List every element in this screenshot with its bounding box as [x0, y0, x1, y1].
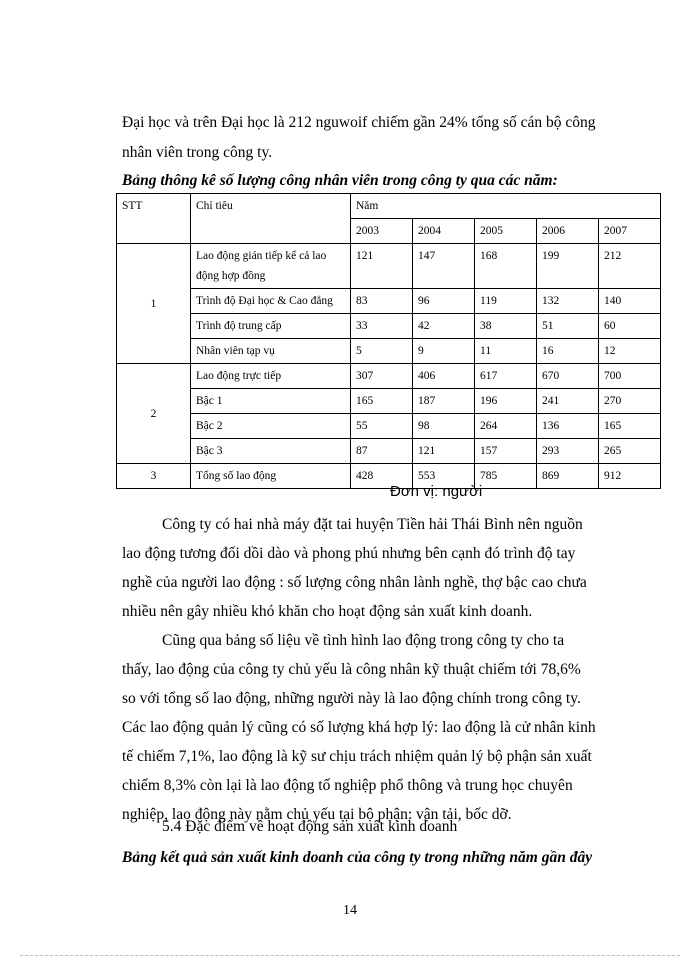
year-cell: 2003 [351, 219, 413, 244]
section-heading: 5.4 Đặc điểm về hoạt động sản xuất kinh doanh [162, 818, 458, 835]
indicator-cell: Trình độ Đại học & Cao đẳng [191, 289, 351, 314]
table-row [117, 339, 661, 364]
year-cell: 2005 [475, 219, 537, 244]
value-cell: 270 [599, 389, 661, 414]
value-cell: 553 [413, 464, 475, 489]
value-cell: 9 [413, 339, 475, 364]
value-cell: 670 [537, 364, 599, 389]
table-row [117, 389, 661, 414]
value-cell: 187 [413, 389, 475, 414]
employee-statistics-table [116, 193, 661, 489]
value-cell: 33 [351, 314, 413, 339]
indicator-cell: Trình độ trung cấp [191, 314, 351, 339]
value-cell: 98 [413, 414, 475, 439]
intro-line: nhân viên trong công ty. [122, 144, 273, 161]
paragraph-line: Công ty có hai nhà máy đặt tai huyện Tiền hải Thái Bình nên nguồn [162, 516, 583, 533]
value-cell: 55 [351, 414, 413, 439]
table-row [117, 289, 661, 314]
table-caption: Bảng thông kê số lượng công nhân viên trong công ty qua các năm: [122, 172, 558, 189]
table-row [117, 464, 661, 489]
value-cell: 38 [475, 314, 537, 339]
value-cell: 119 [475, 289, 537, 314]
year-cell: 2004 [413, 219, 475, 244]
header-indicator: Chỉ tiêu [191, 194, 351, 244]
value-cell: 293 [537, 439, 599, 464]
value-cell: 11 [475, 339, 537, 364]
value-cell: 96 [413, 289, 475, 314]
stt-cell: 1 [117, 244, 191, 364]
paragraph-line: tế chiếm 7,1%, lao động là kỹ sư chịu trách nhiệm quản lý bộ phận sản xuất [122, 748, 592, 765]
year-cell: 2006 [537, 219, 599, 244]
indicator-cell: Tổng số lao động [191, 464, 351, 489]
paragraph-line: lao động tương đối dồi dào và phong phú nhưng bên cạnh đó trình độ tay [122, 545, 576, 562]
stt-cell: 2 [117, 364, 191, 464]
table-row [117, 414, 661, 439]
indicator-cell: Bậc 2 [191, 414, 351, 439]
indicator-cell: Lao động gián tiếp kể cả lao động hợp đồng [191, 244, 351, 289]
table-row [117, 314, 661, 339]
intro-line: Đại học và trên Đại học là 212 nguwoif chiếm gần 24% tổng số cán bộ công [122, 114, 596, 131]
value-cell: 121 [413, 439, 475, 464]
table-header-row [117, 194, 661, 219]
value-cell: 165 [599, 414, 661, 439]
paragraph-line: thấy, lao động của công ty chủ yếu là công nhân kỹ thuật chiếm tới 78,6% [122, 661, 581, 678]
paragraph-line: so với tổng số lao động, những người này là lao động chính trong công ty. [122, 690, 581, 707]
value-cell: 168 [475, 244, 537, 289]
page-bottom-divider [20, 955, 680, 956]
paragraph-line: chiếm 8,3% còn lại là lao động tố nghiệp phổ thông và trung học chuyên [122, 777, 573, 794]
paragraph-line: nghiệp, lao động này nằm chủ yếu tại bộ phận: vận tải, bốc dỡ. [122, 806, 512, 823]
value-cell: 51 [537, 314, 599, 339]
year-cell: 2007 [599, 219, 661, 244]
value-cell: 12 [599, 339, 661, 364]
value-cell: 87 [351, 439, 413, 464]
value-cell: 121 [351, 244, 413, 289]
unit-note: Đơn vị: người [390, 483, 483, 500]
value-cell: 5 [351, 339, 413, 364]
value-cell: 83 [351, 289, 413, 314]
value-cell: 199 [537, 244, 599, 289]
page-number: 14 [343, 903, 357, 918]
indicator-cell: Nhân viên tạp vụ [191, 339, 351, 364]
indicator-cell: Bậc 1 [191, 389, 351, 414]
value-cell: 265 [599, 439, 661, 464]
section-caption: Bảng kết quả sản xuất kinh doanh của công ty trong những năm gần đây [122, 849, 593, 866]
value-cell: 264 [475, 414, 537, 439]
value-cell: 196 [475, 389, 537, 414]
table-row [117, 439, 661, 464]
value-cell: 241 [537, 389, 599, 414]
value-cell: 16 [537, 339, 599, 364]
value-cell: 428 [351, 464, 413, 489]
paragraph-line: Các lao động quản lý cũng có số lượng khá hợp lý: lao động là cử nhân kinh [122, 719, 596, 736]
value-cell: 869 [537, 464, 599, 489]
value-cell: 307 [351, 364, 413, 389]
value-cell: 147 [413, 244, 475, 289]
indicator-cell: Bậc 3 [191, 439, 351, 464]
value-cell: 212 [599, 244, 661, 289]
header-stt: STT [117, 194, 191, 244]
value-cell: 785 [475, 464, 537, 489]
value-cell: 140 [599, 289, 661, 314]
paragraph-line: nghề của người lao động : số lượng công nhân lành nghề, thợ bậc cao chưa [122, 574, 587, 591]
value-cell: 157 [475, 439, 537, 464]
value-cell: 912 [599, 464, 661, 489]
value-cell: 132 [537, 289, 599, 314]
table-row [117, 364, 661, 389]
paragraph-line: nhiều nên gây nhiều khó khăn cho hoạt động sản xuất kinh doanh. [122, 603, 533, 620]
stt-cell: 3 [117, 464, 191, 489]
value-cell: 700 [599, 364, 661, 389]
table-row [117, 244, 661, 289]
indicator-cell: Lao động trực tiếp [191, 364, 351, 389]
value-cell: 406 [413, 364, 475, 389]
value-cell: 617 [475, 364, 537, 389]
paragraph-line: Cũng qua bảng số liệu về tình hình lao động trong công ty cho ta [162, 632, 565, 649]
header-year: Năm [351, 194, 661, 219]
value-cell: 165 [351, 389, 413, 414]
value-cell: 136 [537, 414, 599, 439]
value-cell: 60 [599, 314, 661, 339]
value-cell: 42 [413, 314, 475, 339]
